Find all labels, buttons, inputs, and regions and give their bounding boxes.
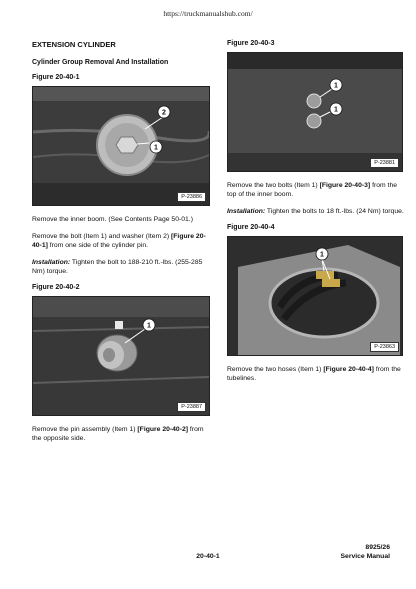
callout-1: 1	[154, 144, 158, 152]
left-column	[32, 40, 212, 451]
step-remove-pin: Remove the pin assembly (Item 1) [Figure 20-40-2] from the opposite side.	[32, 426, 204, 442]
photo-code-2: P-23887	[177, 402, 206, 412]
callout-2: 2	[162, 109, 166, 117]
figure-photo-2	[32, 296, 210, 416]
photo-code-3: P-23881	[370, 158, 399, 168]
step-remove-bolt-washer: Remove the bolt (Item 1) and washer (Item 2) [Figure 20-40-1] from one side of the cylinder pin.	[32, 233, 206, 249]
figure-ref: [Figure 20-40-1]	[32, 233, 206, 249]
installation-note-1: Installation: Tighten the bolt to 188-210 ft.-lbs. (255-285 Nm) torque.	[32, 259, 203, 275]
figure-illustration-4	[228, 237, 402, 355]
doc-title: Service Manual	[340, 553, 390, 560]
figure-label-4: Figure 20-40-4	[227, 224, 275, 231]
figure-label-1: Figure 20-40-1	[32, 74, 80, 81]
photo-code-1: P-23886	[177, 192, 206, 202]
subsection-title: Cylinder Group Removal And Installation	[32, 59, 169, 66]
installation-note-2: Installation: Tighten the bolts to 18 ft.-lbs. (24 Nm) torque.	[227, 208, 404, 215]
photo-code-4: P-23863	[370, 342, 399, 352]
right-column	[227, 40, 405, 391]
step-remove-hoses: Remove the two hoses (Item 1) [Figure 20-40-4] from the tubelines.	[227, 366, 401, 382]
figure-illustration-2	[33, 297, 209, 415]
step-remove-bolts: Remove the two bolts (Item 1) [Figure 20-40-3] from the top of the inner boom.	[227, 182, 398, 198]
source-url: https://truckmanualshub.com/	[163, 9, 253, 18]
figure-label-2: Figure 20-40-2	[32, 284, 80, 291]
page-number: 20-40-1	[196, 553, 220, 560]
section-title: EXTENSION CYLINDER	[32, 40, 116, 49]
figure-label-3: Figure 20-40-3	[227, 40, 275, 47]
figure-photo-1	[32, 86, 210, 206]
figure-photo-3	[227, 52, 403, 172]
figure-photo-4	[227, 236, 403, 356]
callout-1a: 1	[334, 82, 338, 90]
figure-illustration-1	[33, 87, 209, 205]
step-remove-inner-boom: Remove the inner boom. (See Contents Page 50-01.)	[32, 216, 193, 223]
callout-1: 1	[320, 251, 324, 259]
doc-number: 8925/26	[365, 544, 390, 551]
callout-1b: 1	[334, 106, 338, 114]
figure-illustration-3	[228, 53, 402, 171]
callout-1: 1	[147, 322, 151, 330]
